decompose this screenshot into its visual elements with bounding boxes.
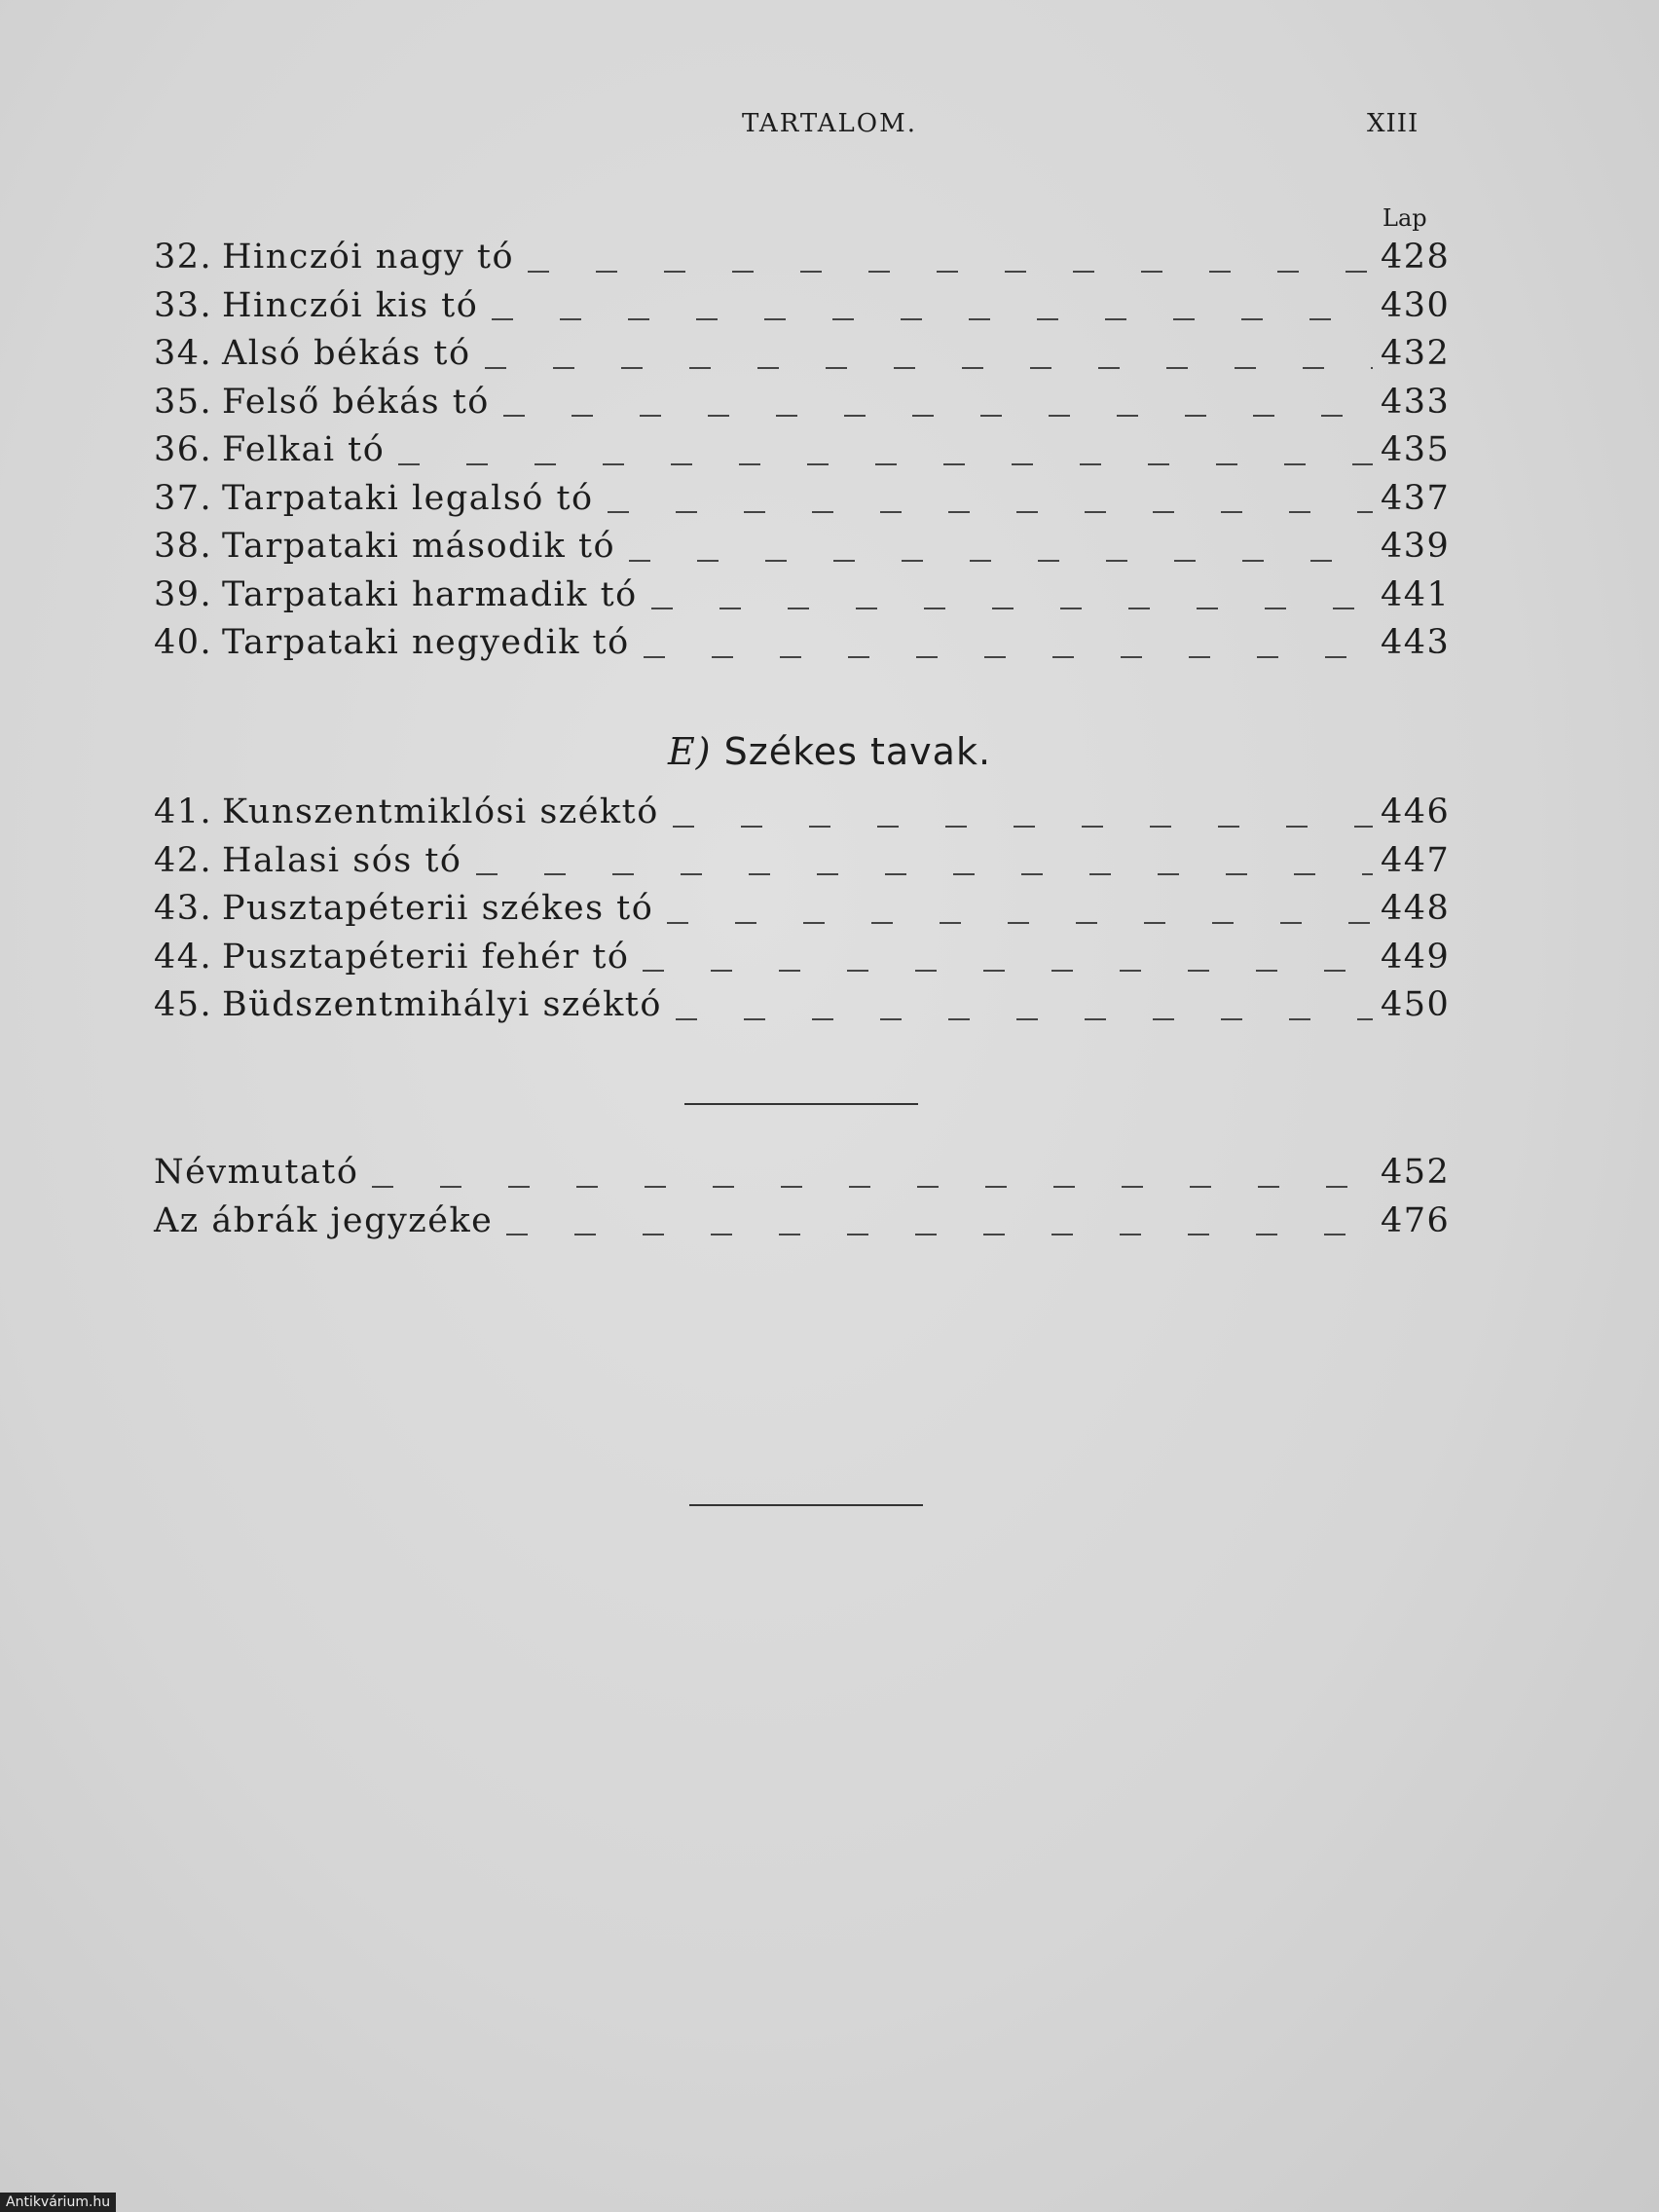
running-title: TARTALOM.: [742, 109, 917, 138]
entry-page: 435: [1381, 430, 1451, 469]
end-divider: [689, 1504, 923, 1506]
entry-title: Tarpataki negyedik tó: [222, 623, 630, 662]
dot-leader: [651, 608, 1373, 609]
dot-leader: [485, 367, 1373, 369]
entry-page: 441: [1381, 574, 1451, 614]
entry-title: Hinczói kis tó: [222, 285, 479, 325]
section-heading: [0, 730, 1659, 773]
entry-title: Kunszentmiklósi széktó: [222, 793, 659, 831]
toc-entry: [154, 889, 1449, 938]
entry-number: 33.: [154, 285, 213, 325]
dot-leader: [629, 560, 1373, 562]
entry-page: 447: [1381, 840, 1451, 880]
entry-page: 443: [1381, 623, 1451, 662]
dot-leader: [676, 1018, 1373, 1020]
toc-entry: [154, 841, 1449, 890]
entry-number: 45.: [154, 985, 213, 1024]
entry-page: 450: [1381, 985, 1451, 1024]
entry-number: 42.: [154, 840, 213, 880]
toc-entry: [154, 334, 1449, 383]
dot-leader: [506, 1234, 1373, 1235]
entry-title: Tarpataki második tó: [222, 527, 616, 566]
entry-title: Pusztapéterii fehér tó: [222, 937, 630, 977]
dot-leader: [643, 970, 1373, 972]
entry-title: Névmutató: [154, 1153, 359, 1192]
toc-appendix: [154, 1153, 1449, 1249]
entry-number: 35.: [154, 382, 213, 422]
entry-title: Felső békás tó: [222, 382, 490, 422]
entry-page: 476: [1381, 1200, 1451, 1240]
entry-number: 44.: [154, 937, 213, 977]
entry-page: 432: [1381, 334, 1451, 373]
entry-page: 449: [1381, 937, 1451, 977]
entry-number: 39.: [154, 574, 213, 614]
toc-entry: [154, 1153, 1449, 1201]
entry-number: 34.: [154, 334, 213, 373]
entry-number: 43.: [154, 889, 213, 928]
toc-entry: [154, 430, 1449, 479]
dot-leader: [608, 511, 1373, 513]
dot-leader: [667, 922, 1373, 924]
watermark: Antikvárium.hu: [0, 2193, 116, 2212]
toc-entry: [154, 985, 1449, 1034]
entry-number: 40.: [154, 623, 213, 662]
section-letter: E): [667, 730, 712, 773]
entry-number: 38.: [154, 527, 213, 566]
entry-page: 446: [1381, 793, 1451, 831]
toc-entry: [154, 527, 1449, 575]
entry-page: 430: [1381, 285, 1451, 325]
dot-leader: [503, 415, 1373, 417]
dot-leader: [398, 463, 1373, 465]
entry-number: 36.: [154, 430, 213, 469]
entry-number: 37.: [154, 478, 213, 518]
dot-leader: [644, 656, 1373, 658]
dot-leader: [528, 271, 1373, 273]
dot-leader: [476, 873, 1374, 875]
entry-number: 41.: [154, 793, 213, 831]
toc-entry: [154, 479, 1449, 528]
toc-entry: [154, 1201, 1449, 1250]
toc-list-part1: [154, 238, 1449, 672]
toc-entry: [154, 793, 1449, 841]
dot-leader: [492, 318, 1373, 320]
entry-page: 437: [1381, 478, 1451, 518]
entry-page: 439: [1381, 527, 1451, 566]
dot-leader: [372, 1186, 1373, 1188]
toc-entry: [154, 938, 1449, 986]
entry-title: Tarpataki legalsó tó: [222, 478, 594, 518]
entry-page: 428: [1381, 238, 1451, 276]
toc-entry: [154, 383, 1449, 431]
entry-title: Alsó békás tó: [222, 334, 471, 373]
section-divider: [684, 1103, 918, 1105]
toc-entry: [154, 238, 1449, 286]
toc-entry: [154, 623, 1449, 672]
entry-title: Tarpataki harmadik tó: [222, 574, 638, 614]
entry-page: 433: [1381, 382, 1451, 422]
toc-entry: [154, 575, 1449, 624]
entry-page: 448: [1381, 889, 1451, 928]
entry-number: 32.: [154, 238, 213, 276]
entry-page: 452: [1381, 1153, 1451, 1192]
page-number: XIII: [1367, 109, 1419, 138]
entry-title: Büdszentmihályi széktó: [222, 985, 662, 1024]
toc-list-part2: [154, 793, 1449, 1034]
dot-leader: [673, 826, 1373, 828]
page-column-label: Lap: [1382, 204, 1427, 232]
section-title: Székes tavak.: [723, 730, 992, 773]
toc-entry: [154, 286, 1449, 335]
entry-title: Halasi sós tó: [222, 840, 462, 880]
entry-title: Az ábrák jegyzéke: [154, 1200, 494, 1240]
entry-title: Hinczói nagy tó: [222, 238, 515, 276]
entry-title: Felkai tó: [222, 430, 386, 469]
entry-title: Pusztapéterii székes tó: [222, 889, 654, 928]
